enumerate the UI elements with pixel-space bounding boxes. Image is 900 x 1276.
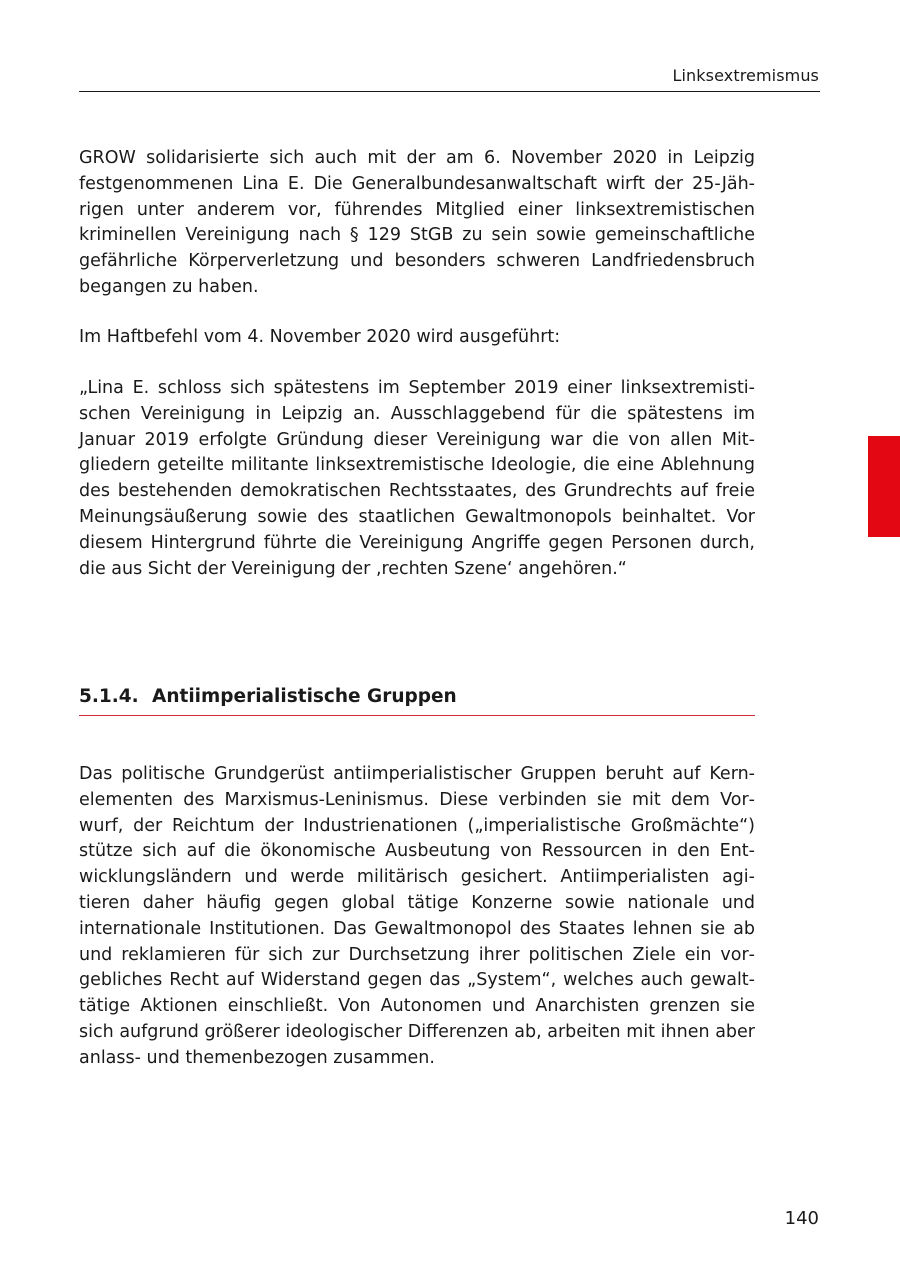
section-heading-rule — [79, 715, 755, 716]
chapter-marker-tab — [868, 436, 900, 537]
section-heading — [79, 684, 457, 710]
body-paragraph-1: GROW solidarisierte sich auch mit der am 6. November 2020 in Leipzig festgenommenen Lina E. Die Generalbundesanwaltschaft wirft der 25-Jährigen unter anderem vor, führendes Mitglied einer linksextremistischen kriminellen Vereinigung nach § 129 StGB zu sein sowie gemeinschaftliche gefährliche Körperverletzung und besonders schweren Landfriedensbruch begangen zu haben. — [79, 148, 755, 297]
body-paragraph-2: Im Haftbefehl vom 4. November 2020 wird ausgeführt: — [79, 327, 561, 347]
section-paragraph: Das politische Grundgerüst antiimperialistischer Gruppen beruht auf Kernelementen des Marxismus-Leninismus. Diese verbinden sie mit dem Vorwurf, der Reichtum der Industrienationen („imperialistische Großmächte“) stütze sich auf die ökonomische Ausbeutung von Ressourcen in den Entwicklungsländern und werde militärisch gesichert. Antiimperialisten agitieren daher häufig gegen global tätige Konzerne sowie nationale und internationale Institutionen. Das Gewaltmonopol des Staates lehnen sie ab und reklamieren für sich zur Durchsetzung ihrer politischen Ziele ein vorgebliches Recht auf Widerstand gegen das „System“, welches auch gewalttätige Aktionen einschließt. Von Autonomen und Anarchisten grenzen sie sich aufgrund größerer ideologischer Differenzen ab, arbeiten mit ihnen aber anlass- und themenbezogen zusammen. — [79, 764, 755, 1068]
section-number: 5.1.4. — [79, 686, 139, 707]
header-divider — [79, 91, 820, 92]
section-title: Antiimperialistische Gruppen — [152, 686, 457, 707]
running-header-title: Linksextremismus — [672, 66, 819, 85]
page-number: 140 — [784, 1208, 819, 1229]
quote-paragraph: „Lina E. schloss sich spätestens im September 2019 einer linksextremistischen Vereinigung in Leipzig an. Ausschlaggebend für die spätestens im Januar 2019 erfolgte Gründung dieser Vereinigung war die von allen Mitgliedern geteilte militante linksextremistische Ideologie, die eine Ablehnung des bestehenden demokratischen Rechtsstaates, des Grundrechts auf freie Meinungsäußerung sowie des staatlichen Gewaltmonopols beinhaltet. Vor diesem Hintergrund führte die Vereinigung Angriffe gegen Personen durch, die aus Sicht der Vereinigung der ‚rechten Szene‘ angehören.“ — [79, 378, 755, 579]
